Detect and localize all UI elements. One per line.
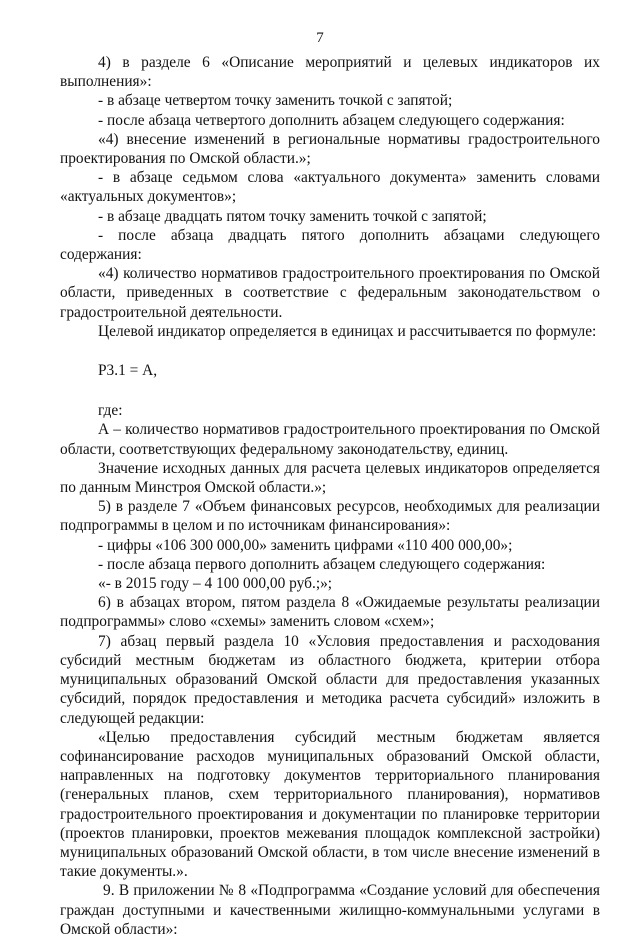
- paragraph: Целевой индикатор определяется в единицах и рассчитывается по формуле:: [98, 322, 597, 340]
- paragraph: - в абзаце седьмом слова «актуального документа» заменить словами «актуальных документов»;: [60, 169, 600, 206]
- paragraph: 7) абзац первый раздела 10 «Условия предоставления и расходования субсидий местным бюджетам из областного бюджета, критерии отбора муниципальных образований Омской области для предоставления указанных субсидий, порядок предоставления и методика расчета субсидий» изложить в следующей редакции:: [60, 632, 600, 727]
- formula: Р3.1 = А,: [98, 362, 158, 380]
- paragraph: 9. В приложении № 8 «Подпрограмма «Создание условий для обеспечения граждан доступными и качественными жилищно-коммунальными услугами в Омской области»:: [60, 882, 600, 938]
- paragraph: «4) количество нормативов градостроительного проектирования по Омской области, приведенных в соответствие с федеральным законодательством о градостроительной деятельности.: [60, 265, 600, 321]
- paragraph: - после абзаца четвертого дополнить абзацем следующего содержания:: [98, 111, 565, 129]
- paragraph: «4) внесение изменений в региональные нормативы градостроительного проектирования по Омской области.»;: [60, 130, 600, 168]
- paragraph: - цифры «106 300 000,00» заменить цифрами «110 400 000,00»;: [98, 536, 513, 554]
- paragraph: - в абзаце четвертом точку заменить точкой с запятой;: [98, 92, 453, 110]
- paragraph: 5) в разделе 7 «Объем финансовых ресурсов, необходимых для реализации подпрограммы в целом и по источникам финансирования»:: [60, 498, 600, 535]
- paragraph: «Целью предоставления субсидий местным бюджетам является софинансирование расходов муниципальных образований Омской области, направленных на подготовку документов территориального планирования (генеральных планов, схем территориального планирования), нормативов градостроительного проектирования и документации по планировке территории (проектов планировки, проектов межевания площадок комплексной застройки) муниципальных образований Омской области, в том числе внесение изменений в такие документы.».: [60, 728, 600, 881]
- paragraph: 4) в разделе 6 «Описание мероприятий и целевых индикаторов их выполнения»:: [60, 54, 600, 91]
- paragraph: где:: [98, 402, 123, 420]
- paragraph: Значение исходных данных для расчета целевых индикаторов определяется по данным Минстроя Омской области.»;: [60, 459, 600, 497]
- paragraph: «- в 2015 году – 4 100 000,00 руб.;»;: [98, 575, 333, 593]
- paragraph: - в абзаце двадцать пятом точку заменить точкой с запятой;: [98, 207, 487, 225]
- document-body: [60, 53, 600, 939]
- paragraph: - после абзаца первого дополнить абзацем следующего содержания:: [98, 555, 546, 573]
- page-number: 7: [316, 30, 324, 46]
- paragraph: 6) в абзацах втором, пятом раздела 8 «Ожидаемые результаты реализации подпрограммы» слово «схемы» заменить словом «схем»;: [60, 594, 600, 631]
- paragraph: - после абзаца двадцать пятого дополнить абзацами следующего содержания:: [60, 226, 600, 264]
- paragraph: А – количество нормативов градостроительного проектирования по Омской области, соответствующих федеральному законодательству, единиц.: [60, 421, 600, 458]
